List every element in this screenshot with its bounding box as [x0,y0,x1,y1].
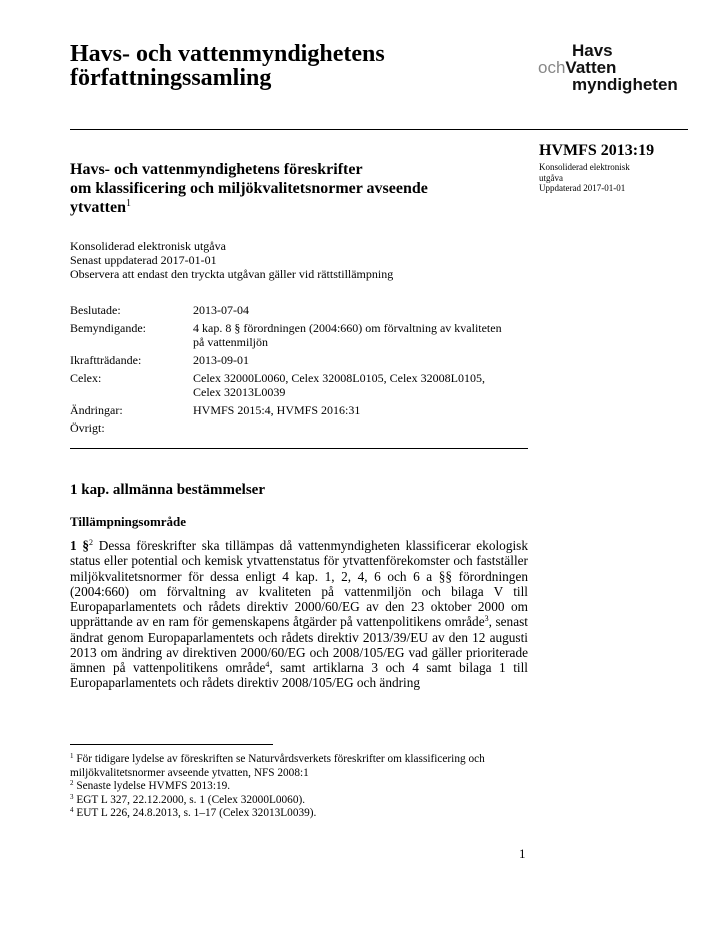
footnote-mark-4: 4 [265,660,270,669]
side-meta-line2: utgåva [539,172,563,183]
meta-key: Beslutade: [70,303,121,317]
footnote-text: EUT L 226, 24.8.2013, s. 1–17 (Celex 32013L0039). [73,807,317,819]
consolidation-line1: Konsoliderad elektronisk utgåva [70,239,226,253]
logo-line3: myndigheten [572,75,678,94]
collection-title [70,42,510,90]
paragraph-text-part3: , samt artiklarna 3 och 4 samt bilaga 1 till Europaparlamentets och rådets direktiv 2008/105/EG och ändring [70,660,528,691]
title-line3-wrap [70,198,520,217]
chapter-heading: 1 kap. allmänna bestämmelser [70,482,265,498]
paragraph-number: 1 § [70,538,90,553]
meta-value: 2013-09-01 [193,353,249,367]
footnote-number: 2 [70,779,74,787]
logo-line1: Havs [572,41,613,60]
meta-value: 2013-07-04 [193,303,249,317]
paragraph-text-part2: , senast ändrat genom Europaparlamentets och rådets direktiv 2013/39/EU av den 12 augusti 2013 om ändring av direktiven 2000/60/EG och 2008/105/EG vad gäller prioriterade ämnen på vattenpolitikens område [70,614,528,675]
consolidation-line3: Observera att endast den tryckta utgåvan gäller vid rättstillämpning [70,267,394,281]
meta-value [193,421,513,435]
consolidation-note [70,239,393,281]
meta-row-other [70,421,530,435]
meta-value: Celex 32000L0060, Celex 32008L0105, Celex 32008L0105, Celex 32013L0039 [193,371,485,399]
header-divider [70,129,688,130]
logo-och: och [538,58,566,77]
footnote-text: För tidigare lydelse av föreskriften se Naturvårdsverkets föreskrifter om klassificering och miljökvalitetsnormer avseende ytvatten, NFS 2008:1 [70,753,485,779]
footnote-item [70,807,530,821]
footnote-number: 3 [70,792,74,801]
meta-key: Ändringar: [70,403,123,417]
section-subheading: Tillämpningsområde [70,514,187,529]
footnote-item [70,780,530,794]
meta-row-in-force [70,353,530,367]
title-line1: Havs- och vattenmyndighetens föreskrifter [70,161,363,178]
meta-row-amendments [70,403,530,417]
footnote-text: EGT L 327, 22.12.2000, s. 1 (Celex 32000L0060). [73,793,306,806]
side-meta [539,162,649,194]
footnote-number: 1 [70,752,74,760]
collection-title-line2: författningssamling [70,65,272,91]
page-number: 1 [519,846,526,861]
paragraph-footnote-mark: 2 [89,538,94,547]
title-line3: ytvatten [70,199,126,216]
title-line2: om klassificering och miljökvalitetsnormer avseende [70,180,428,197]
side-meta-line3: Uppdaterad 2017-01-01 [539,183,626,193]
meta-value: HVMFS 2015:4, HVMFS 2016:31 [193,403,361,417]
paragraph-text-part1: Dessa föreskrifter ska tillämpas då vattenmyndigheten klassificerar ekologisk status eller potential och kemisk ytvattenstatus för ytvattenförekomster och fastställer miljökvalitetsnormer för dessa enligt 4 kap. 1, 2, 4, 6 och 6 a §§ förordningen (2004:660) om förvaltning av kvaliteten på vattenmiljön och bilaga V till Europaparlamentets och rådets direktiv 2000/60/EG av den 23 oktober 2000 om upprättande av en ram för gemenskapens åtgärder på vattenpolitikens område [70,538,528,630]
footnote-item [70,753,530,780]
title-footnote-mark: 1 [125,198,131,209]
meta-key: Celex: [70,371,102,385]
section-divider [70,448,528,449]
meta-row-decided [70,303,530,317]
paragraph-1 [70,538,528,691]
footnote-number: 4 [70,806,74,814]
footnote-text: Senaste lydelse HVMFS 2013:19. [73,780,231,792]
footnotes [70,753,530,821]
footnote-divider [70,744,273,745]
meta-key: Övrigt: [70,421,105,435]
footnote-mark-3: 3 [484,614,489,624]
meta-row-celex [70,371,530,399]
consolidation-line2: Senast uppdaterad 2017-01-01 [70,253,217,267]
document-title [70,160,520,217]
side-meta-line1: Konsoliderad elektronisk [539,162,630,172]
collection-title-line1: Havs- och vattenmyndighetens [70,41,385,67]
footnote-item [70,794,530,808]
meta-value: 4 kap. 8 § förordningen (2004:660) om förvaltning av kvaliteten på vattenmiljön [193,321,502,349]
meta-key: Ikraftträdande: [70,353,142,367]
logo-line2 [538,59,698,76]
logo-vatten: Vatten [565,58,617,77]
metadata-table [70,303,530,439]
meta-key: Bemyndigande: [70,321,146,335]
agency-logo [538,42,698,93]
regulation-code: HVMFS 2013:19 [539,142,655,159]
meta-row-authority [70,321,530,349]
